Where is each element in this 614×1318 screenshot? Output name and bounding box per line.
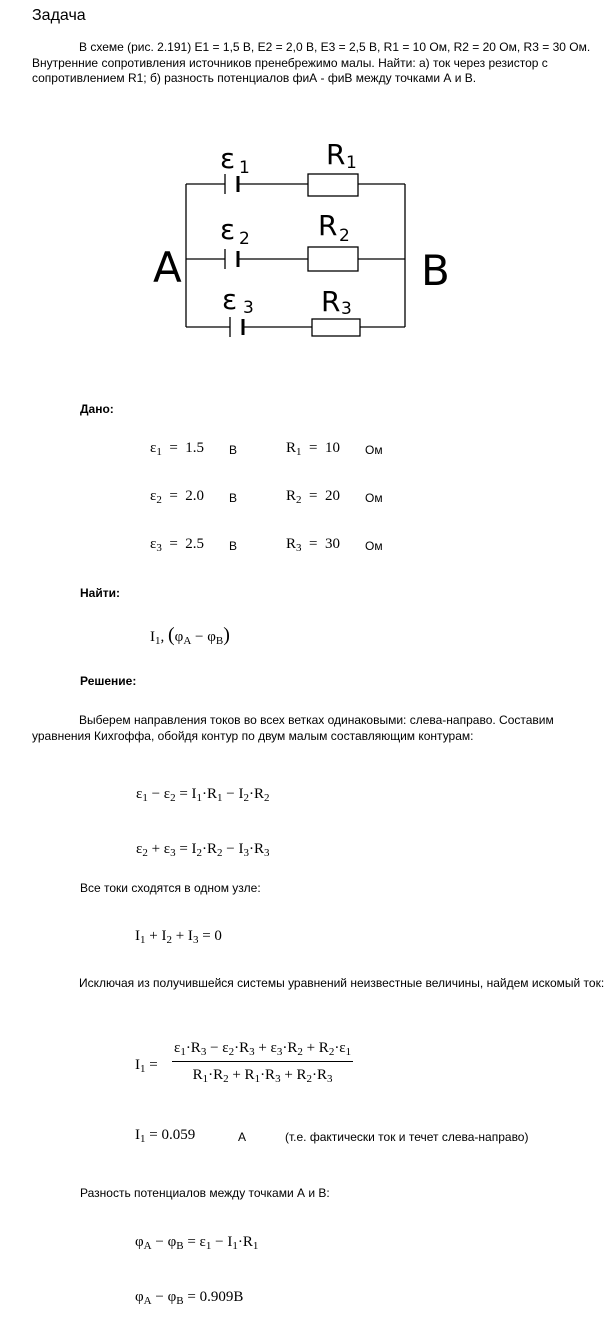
given-heading: Дано: <box>80 402 114 416</box>
formula-i1-lhs: $I_1$ = <box>135 1057 158 1075</box>
node-b-label: B <box>421 246 450 295</box>
label-r1-symbol: R <box>326 138 346 171</box>
given-r3: $R_3 = 30$ <box>286 536 340 554</box>
given-r1: $R_1 = 10$ <box>286 440 340 458</box>
solution-paragraph-2: Все токи сходятся в одном узле: <box>80 881 261 895</box>
label-r2-symbol: R <box>318 209 338 242</box>
given-r2: $R_2 = 20$ <box>286 488 340 506</box>
solution-paragraph-1: Выберем направления токов во всех ветках одинаковыми: слева-направо. Составим уравнения Кихгоффа, обойдя контур по двум малым составляющим контурам: <box>32 713 554 743</box>
given-eps2: $\varepsilon_2 = 2.0$ <box>150 488 205 506</box>
label-e1-symbol: ε <box>220 142 236 175</box>
given-eps1-unit: В <box>229 443 238 457</box>
formula-i1-fraction: $\varepsilon_1\cdot R_3 - \varepsilon_2\cdot R_3 + \varepsilon_3\cdot R_2 + R_2\cdot\varepsilon_1$ $R_1\cdot R_2 + R_1\cdot R_3 + R_2\cdot R_3$ <box>174 1040 352 1085</box>
equation-kirchhoff-1: $\varepsilon_1 - \varepsilon_2 = I_1\cdot R_1 - I_2\cdot R_2$ <box>136 786 270 804</box>
given-r2-unit: Ом <box>365 491 383 505</box>
page-title: Задача <box>32 7 86 24</box>
problem-statement: В схеме (рис. 2.191) E1 = 1,5 В, E2 = 2,0 В, E3 = 2,5 В, R1 = 10 Ом, R2 = 20 Ом, R3 = 30 Ом. Внутренние сопротивления источников пренебрежимо малы. Найти: а) ток через резистор с сопротивлением R1; б) разность потенциалов фиА - фиВ между точками А и В. <box>32 40 591 85</box>
result-i1: $I_1 = 0.059$ <box>135 1127 196 1145</box>
given-r3-unit: Ом <box>365 539 383 553</box>
result-i1-note: (т.е. фактически ток и течет слева-направо) <box>285 1130 529 1144</box>
result-i1-unit: A <box>238 1130 247 1144</box>
solution-heading: Решение: <box>80 674 137 688</box>
label-r3-index: 3 <box>341 299 352 319</box>
label-e3-symbol: ε <box>222 283 238 316</box>
given-r1-unit: Ом <box>365 443 383 457</box>
given-eps3-unit: В <box>229 539 238 553</box>
equation-potential-difference: $\varphi_A - \varphi_B = \varepsilon_1 - I_1\cdot R_1$ <box>135 1234 259 1252</box>
solution-paragraph-4: Разность потенциалов между точками А и В: <box>80 1186 330 1200</box>
label-e3-index: 3 <box>243 298 254 318</box>
resistor-r3 <box>312 319 360 336</box>
circuit-diagram <box>140 135 470 345</box>
given-eps2-unit: В <box>229 491 238 505</box>
label-r2-index: 2 <box>339 226 350 246</box>
resistor-r2 <box>308 247 358 271</box>
label-e2-index: 2 <box>239 229 250 249</box>
resistor-r1 <box>308 174 358 196</box>
label-r3-symbol: R <box>321 285 341 318</box>
find-heading: Найти: <box>80 586 120 600</box>
result-potential-difference: $\varphi_A - \varphi_B = 0.909В$ <box>135 1289 244 1307</box>
find-expression: $I_1$, $(\varphi_A - \varphi_B)$ <box>150 624 230 647</box>
equation-kirchhoff-2: $\varepsilon_2 + \varepsilon_3 = I_2\cdot R_2 - I_3\cdot R_3$ <box>136 841 270 859</box>
label-r1-index: 1 <box>346 153 357 173</box>
given-eps1: $\varepsilon_1 = 1.5$ <box>150 440 205 458</box>
label-e2-symbol: ε <box>220 213 236 246</box>
label-e1-index: 1 <box>239 158 250 178</box>
solution-paragraph-3: Исключая из получившейся системы уравнений неизвестные величины, найдем искомый ток: <box>79 976 605 990</box>
given-eps3: $\varepsilon_3 = 2.5$ <box>150 536 205 554</box>
equation-node: $I_1 + I_2 + I_3 = 0$ <box>135 928 222 946</box>
node-a-label: A <box>153 243 182 292</box>
